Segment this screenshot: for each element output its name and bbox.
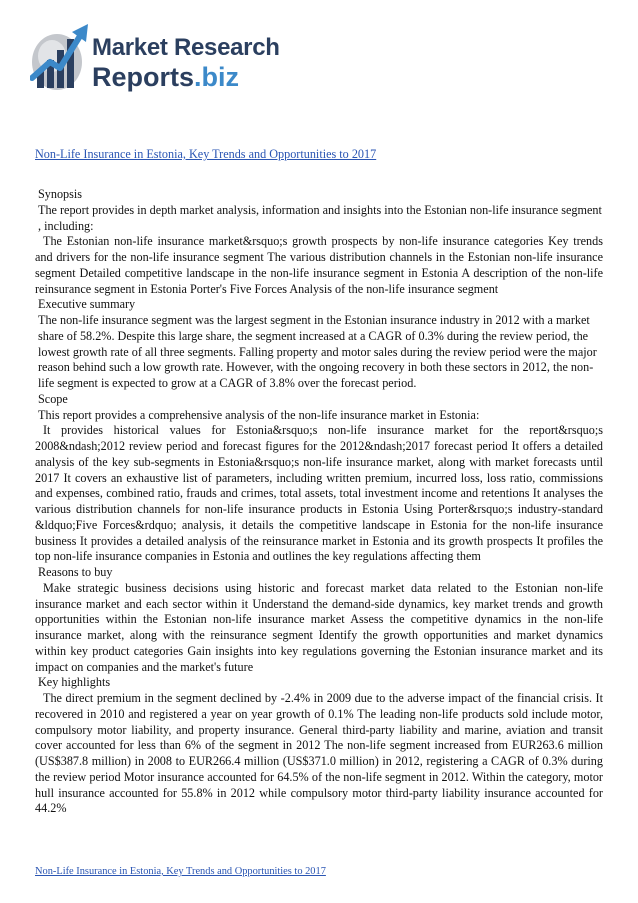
synopsis-intro: The report provides in depth market analysis, information and insights into the Estonian non-life insurance segment , including: <box>38 202 602 233</box>
logo-wordmark <box>92 34 280 92</box>
report-body <box>35 187 603 817</box>
synopsis-heading: Synopsis <box>38 187 83 201</box>
logo-line-1 <box>92 34 280 62</box>
key-highlights-text: The direct premium in the segment declined by -2.4% in 2009 due to the adverse impact of the financial crisis. It recovered in 2010 and registered a year on year growth of 0.1% The leading non-life products sold include motor, compulsory motor liability, and property insurance. General third-party liability and marine, aviation and transit cover accounted for less than 6% of the segment in 2012 The non-life segment increased from EUR263.6 million (US$387.8 million) in 2008 to EUR266.4 million (US$371.0 million) in 2012, registering a CAGR of 0.3% during the review period Motor insurance accounted for 64.5% of the non-life segment in 2012. Within the category, motor hull insurance accounted for 55.8% in 2012 while compulsory motor third-party liability insurance accounted for 44.2% <box>35 691 603 816</box>
executive-summary-text: The non-life insurance segment was the largest segment in the Estonian insurance industry in 2012 with a market share of 58.2%. Despite this large share, the segment increased at a CAGR of 0.3% during the review period, the lowest growth rate of all three segments. Falling property and motor sales during the review period were the major reason behind such a low growth rate. However, with the ongoing recovery in both these sectors in 2012, the non-life segment is expected to grow at a CAGR of 3.8% over the forecast period. <box>38 313 597 390</box>
scope-details: It provides historical values for Estonia&rsquo;s non-life insurance market for the report&rsquo;s 2008&ndash;2012 review period and forecast figures for the 2012&ndash;2017 forecast period It offers a detailed analysis of the key sub-segments in Estonia&rsquo;s non-life insurance market, along with market forecasts until 2017 It covers an exhaustive list of parameters, including written premium, incurred loss, loss ratio, commissions and expenses, combined ratio, frauds and crimes, total assets, total investment income and retentions It analyses the various distribution channels for non-life insurance products in Estonia Using Porter&rsquo;s industry-standard &ldquo;Five Forces&rdquo; analysis, it details the competitive landscape in Estonia for the non-life insurance business It provides a detailed analysis of the reinsurance market in Estonia and its growth prospects It profiles the top non-life insurance companies in Estonia and outlines the key regulations affecting them <box>35 423 603 564</box>
reasons-to-buy-text: Make strategic business decisions using historic and forecast market data related to the Estonian non-life insurance market and each sector within it Understand the demand-side dynamics, key market trends and growth opportunities within the Estonian non-life insurance market Assess the competitive dynamics in the non-life insurance market, along with the reinsurance segment Identify the growth opportunities and market dynamics within key product categories Gain insights into key regulations governing the Estonian insurance market and its impact on companies and the market's future <box>35 580 603 674</box>
document-title-link[interactable]: Non-Life Insurance in Estonia, Key Trends and Opportunities to 2017 <box>35 147 377 161</box>
executive-summary-heading: Executive summary <box>38 297 136 312</box>
logo-word-research: Research <box>173 34 280 61</box>
synopsis-details: The Estonian non-life insurance market&rsquo;s growth prospects by non-life insurance categories Key trends and drivers for the non-life insurance segment The various distribution channels in the Estonian non-life insurance segment Detailed competitive landscape in the non-life insurance segment in Estonia A description of the non-life reinsurance segment in Estonia Porter's Five Forces Analysis of the non-life insurance segment <box>35 234 603 296</box>
market-research-reports-logo[interactable] <box>30 12 280 104</box>
reasons-to-buy-heading: Reasons to buy <box>38 565 113 579</box>
footer-title-link[interactable]: Non-Life Insurance in Estonia, Key Trends and Opportunities to 2017 <box>35 866 326 877</box>
logo-word-biz: .biz <box>194 62 240 92</box>
logo-line-2 <box>92 62 280 92</box>
logo-word-market: Market <box>92 34 168 61</box>
scope-intro: This report provides a comprehensive analysis of the non-life insurance market in Estonia: <box>38 407 480 422</box>
scope-heading: Scope <box>38 391 68 406</box>
logo-emblem-icon <box>30 12 92 104</box>
logo-word-reports: Reports <box>92 62 195 92</box>
key-highlights-heading: Key highlights <box>38 675 111 690</box>
